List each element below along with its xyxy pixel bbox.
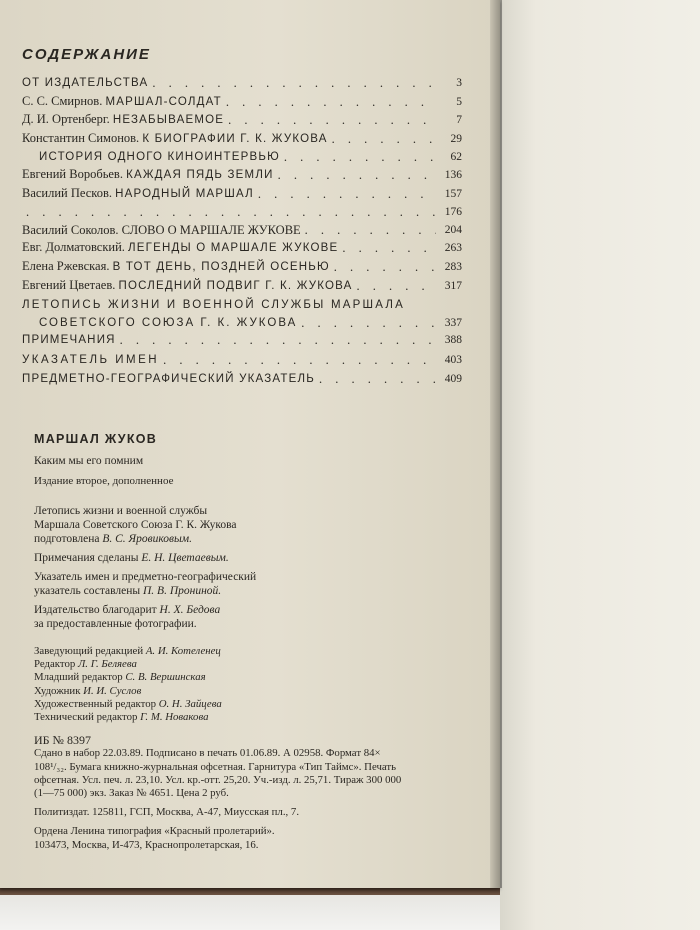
toc-entry bbox=[22, 76, 462, 92]
book-subtitle: Каким мы его помним bbox=[34, 455, 144, 467]
toc-entry bbox=[22, 278, 462, 295]
right-page bbox=[500, 0, 700, 930]
print-line: (1—75 000) экз. Заказ № 4651. Цена 2 руб. bbox=[34, 787, 229, 800]
toc-entry bbox=[22, 223, 462, 239]
toc-entry-title: В ТОТ ДЕНЬ, ПОЗДНЕЙ ОСЕНЬЮ bbox=[112, 260, 330, 273]
staff-role: Художественный редактор bbox=[34, 697, 157, 710]
staff-list bbox=[34, 645, 474, 724]
edition-note: Издание второе, дополненное bbox=[34, 475, 174, 487]
page-gutter-shadow bbox=[490, 0, 502, 888]
credit-text: подготовлена bbox=[34, 533, 100, 545]
toc-heading: СОДЕРЖАНИЕ bbox=[22, 46, 151, 63]
print-line: офсетная. Усл. печ. л. 23,10. Усл. кр.-отт. 25,20. Уч.-изд. л. 25,71. Тираж 300 000 bbox=[34, 773, 402, 786]
toc-entry-author: Евгений Воробьев. bbox=[22, 167, 123, 182]
print-line: Сдано в набор 22.03.89. Подписано в печать 01.06.89. А 02958. Формат 84× bbox=[34, 747, 381, 760]
staff-role: Младший редактор bbox=[34, 671, 123, 684]
credit-line: Указатель имен и предметно-географический bbox=[34, 571, 257, 583]
toc-entry-page: 176 bbox=[444, 205, 462, 218]
toc-entry-page: 204 bbox=[444, 223, 462, 236]
toc-entry-page: 337 bbox=[444, 316, 462, 329]
toc-entry-title: К БИОГРАФИИ Г. К. ЖУКОВА bbox=[142, 133, 328, 146]
toc-entry-author: С. С. Смирнов. bbox=[22, 93, 103, 108]
credit-text: Примечания сделаны bbox=[34, 552, 139, 564]
leader-dots bbox=[258, 187, 436, 203]
credit-name: Н. Х. Бедова bbox=[159, 604, 221, 616]
toc-entry bbox=[22, 205, 462, 221]
toc-entry-author: Евг. Долматовский. bbox=[22, 240, 125, 255]
leader-dots bbox=[152, 76, 436, 92]
notes-credit bbox=[34, 551, 474, 565]
book-title: МАРШАЛ ЖУКОВ bbox=[34, 432, 158, 446]
toc-entry-page: 5 bbox=[456, 95, 462, 108]
credit-name: Е. Н. Цветаевым. bbox=[141, 552, 229, 564]
toc-entry bbox=[22, 94, 462, 111]
credit-name: П. В. Прониной. bbox=[143, 585, 222, 597]
credit-line: Маршала Советского Союза Г. К. Жукова bbox=[34, 519, 237, 531]
leader-dots bbox=[120, 333, 436, 349]
toc-entry-author: Елена Ржевская. bbox=[22, 258, 110, 273]
toc-entry bbox=[22, 150, 462, 166]
toc-entry-title: МАРШАЛ-СОЛДАТ bbox=[105, 95, 222, 108]
toc-entry-title: ОТ ИЗДАТЕЛЬСТВА bbox=[22, 77, 149, 89]
toc-entry-page: 157 bbox=[444, 188, 462, 201]
toc-entry-title: ПРЕДМЕТНО-ГЕОГРАФИЧЕСКИЙ УКАЗАТЕЛЬ bbox=[22, 373, 315, 386]
leader-dots bbox=[301, 316, 436, 332]
staff-role: Редактор bbox=[34, 658, 76, 671]
toc-entry-page: 283 bbox=[444, 260, 462, 273]
colophon bbox=[34, 432, 474, 852]
credit-name: В. С. Яровиковым. bbox=[102, 533, 193, 545]
print-line: 108¹/₃₂. Бумага книжно-журнальная офсетная. Гарнитура «Тип Таймс». Печать bbox=[34, 760, 397, 773]
toc-entry bbox=[22, 316, 462, 332]
index-credit bbox=[34, 570, 474, 598]
printer-address: 103473, Москва, И-473, Краснопролетарская, 16. bbox=[34, 838, 259, 851]
toc-entry bbox=[22, 131, 462, 148]
toc-entry-author: Д. И. Ортенберг. bbox=[22, 112, 110, 127]
toc-entry-page: 263 bbox=[444, 242, 462, 255]
toc-entry bbox=[22, 298, 462, 314]
toc-entry-title: ПРИМЕЧАНИЯ bbox=[22, 334, 116, 347]
leader-dots bbox=[278, 168, 436, 184]
toc-entry-page: 317 bbox=[444, 279, 462, 292]
credit-text: указатель составлены bbox=[34, 585, 141, 597]
toc-entry-page: 62 bbox=[450, 150, 462, 163]
leader-dots bbox=[342, 241, 436, 257]
staff-name: С. В. Вершинская bbox=[125, 671, 206, 684]
thanks-credit bbox=[34, 603, 474, 631]
toc-entry-title: СЛОВО О МАРШАЛЕ ЖУКОВЕ bbox=[121, 222, 301, 237]
credit-line: Летопись жизни и военной службы bbox=[34, 505, 208, 517]
staff-name: О. Н. Зайцева bbox=[158, 697, 222, 710]
toc-entry-title-continued: СОВЕТСКОГО СОЮЗА Г. К. ЖУКОВА bbox=[39, 316, 298, 329]
toc-entry bbox=[22, 353, 462, 369]
chronicle-credit bbox=[34, 504, 474, 546]
staff-name: Г. М. Новакова bbox=[140, 711, 209, 724]
toc-entry-title: ПОСЛЕДНИЙ ПОДВИГ Г. К. ЖУКОВА bbox=[118, 279, 353, 292]
toc-entry bbox=[22, 167, 462, 184]
printer-name: Ордена Ленина типография «Красный пролетарий». bbox=[34, 825, 275, 838]
toc-entry-author: Константин Симонов. bbox=[22, 131, 140, 146]
toc-entry bbox=[22, 186, 462, 203]
staff-role: Художник bbox=[34, 684, 81, 697]
toc-entry bbox=[22, 333, 462, 349]
leader-dots bbox=[305, 223, 436, 239]
staff-role: Технический редактор bbox=[34, 711, 138, 724]
toc-entry-page: 7 bbox=[456, 114, 462, 127]
toc-entry-title: ИСТОРИЯ ОДНОГО КИНОИНТЕРВЬЮ bbox=[39, 150, 280, 163]
table-surface bbox=[0, 895, 500, 930]
leader-dots bbox=[357, 279, 436, 295]
leader-dots bbox=[332, 132, 436, 148]
leader-dots bbox=[284, 150, 436, 166]
toc-entry-page: 388 bbox=[444, 334, 462, 347]
credit-text: Издательство благодарит bbox=[34, 604, 157, 616]
toc-entry bbox=[22, 372, 462, 388]
toc-entry-page: 29 bbox=[450, 133, 462, 146]
toc-entry-title: ЛЕТОПИСЬ ЖИЗНИ И ВОЕННОЙ СЛУЖБЫ МАРШАЛА bbox=[22, 299, 405, 312]
staff-name: И. И. Суслов bbox=[83, 684, 142, 697]
toc-entry bbox=[22, 259, 462, 276]
toc-entry-page: 403 bbox=[444, 353, 462, 366]
toc-entry-title: УКАЗАТЕЛЬ ИМЕН bbox=[22, 353, 160, 366]
toc-entry-title: ЛЕГЕНДЫ О МАРШАЛЕ ЖУКОВЕ bbox=[128, 242, 339, 255]
table-of-contents bbox=[22, 76, 462, 390]
toc-entry-title: НЕЗАБЫВАЕМОЕ bbox=[112, 114, 225, 127]
credit-line: за предоставленные фотографии. bbox=[34, 618, 197, 630]
leader-dots bbox=[319, 372, 436, 388]
toc-entry-page: 3 bbox=[456, 77, 462, 89]
publisher-address: Политиздат. 125811, ГСП, Москва, А-47, Миусская пл., 7. bbox=[34, 806, 300, 819]
toc-entry-author: Василий Соколов. bbox=[22, 222, 119, 237]
print-details bbox=[34, 734, 474, 852]
toc-entry-page: 136 bbox=[444, 169, 462, 182]
toc-entry-title: НАРОДНЫЙ МАРШАЛ bbox=[115, 188, 254, 201]
staff-role: Заведующий редакцией bbox=[34, 645, 144, 657]
leader-dots bbox=[334, 260, 436, 276]
leader-dots bbox=[163, 353, 436, 369]
ib-number: ИБ № 8397 bbox=[34, 733, 92, 748]
toc-entry-title: КАЖДАЯ ПЯДЬ ЗЕМЛИ bbox=[126, 169, 274, 182]
staff-name: А. И. Котеленец bbox=[145, 645, 221, 657]
toc-entry-author: Евгений Цветаев. bbox=[22, 277, 116, 292]
toc-entry bbox=[22, 240, 462, 257]
toc-entry-author: Василий Песков. bbox=[22, 186, 113, 201]
toc-entry bbox=[22, 112, 462, 129]
leader-dots bbox=[26, 205, 436, 221]
staff-name: Л. Г. Беляева bbox=[77, 658, 137, 671]
leader-dots bbox=[226, 95, 436, 111]
toc-entry-page: 409 bbox=[444, 373, 462, 386]
leader-dots bbox=[228, 113, 436, 129]
